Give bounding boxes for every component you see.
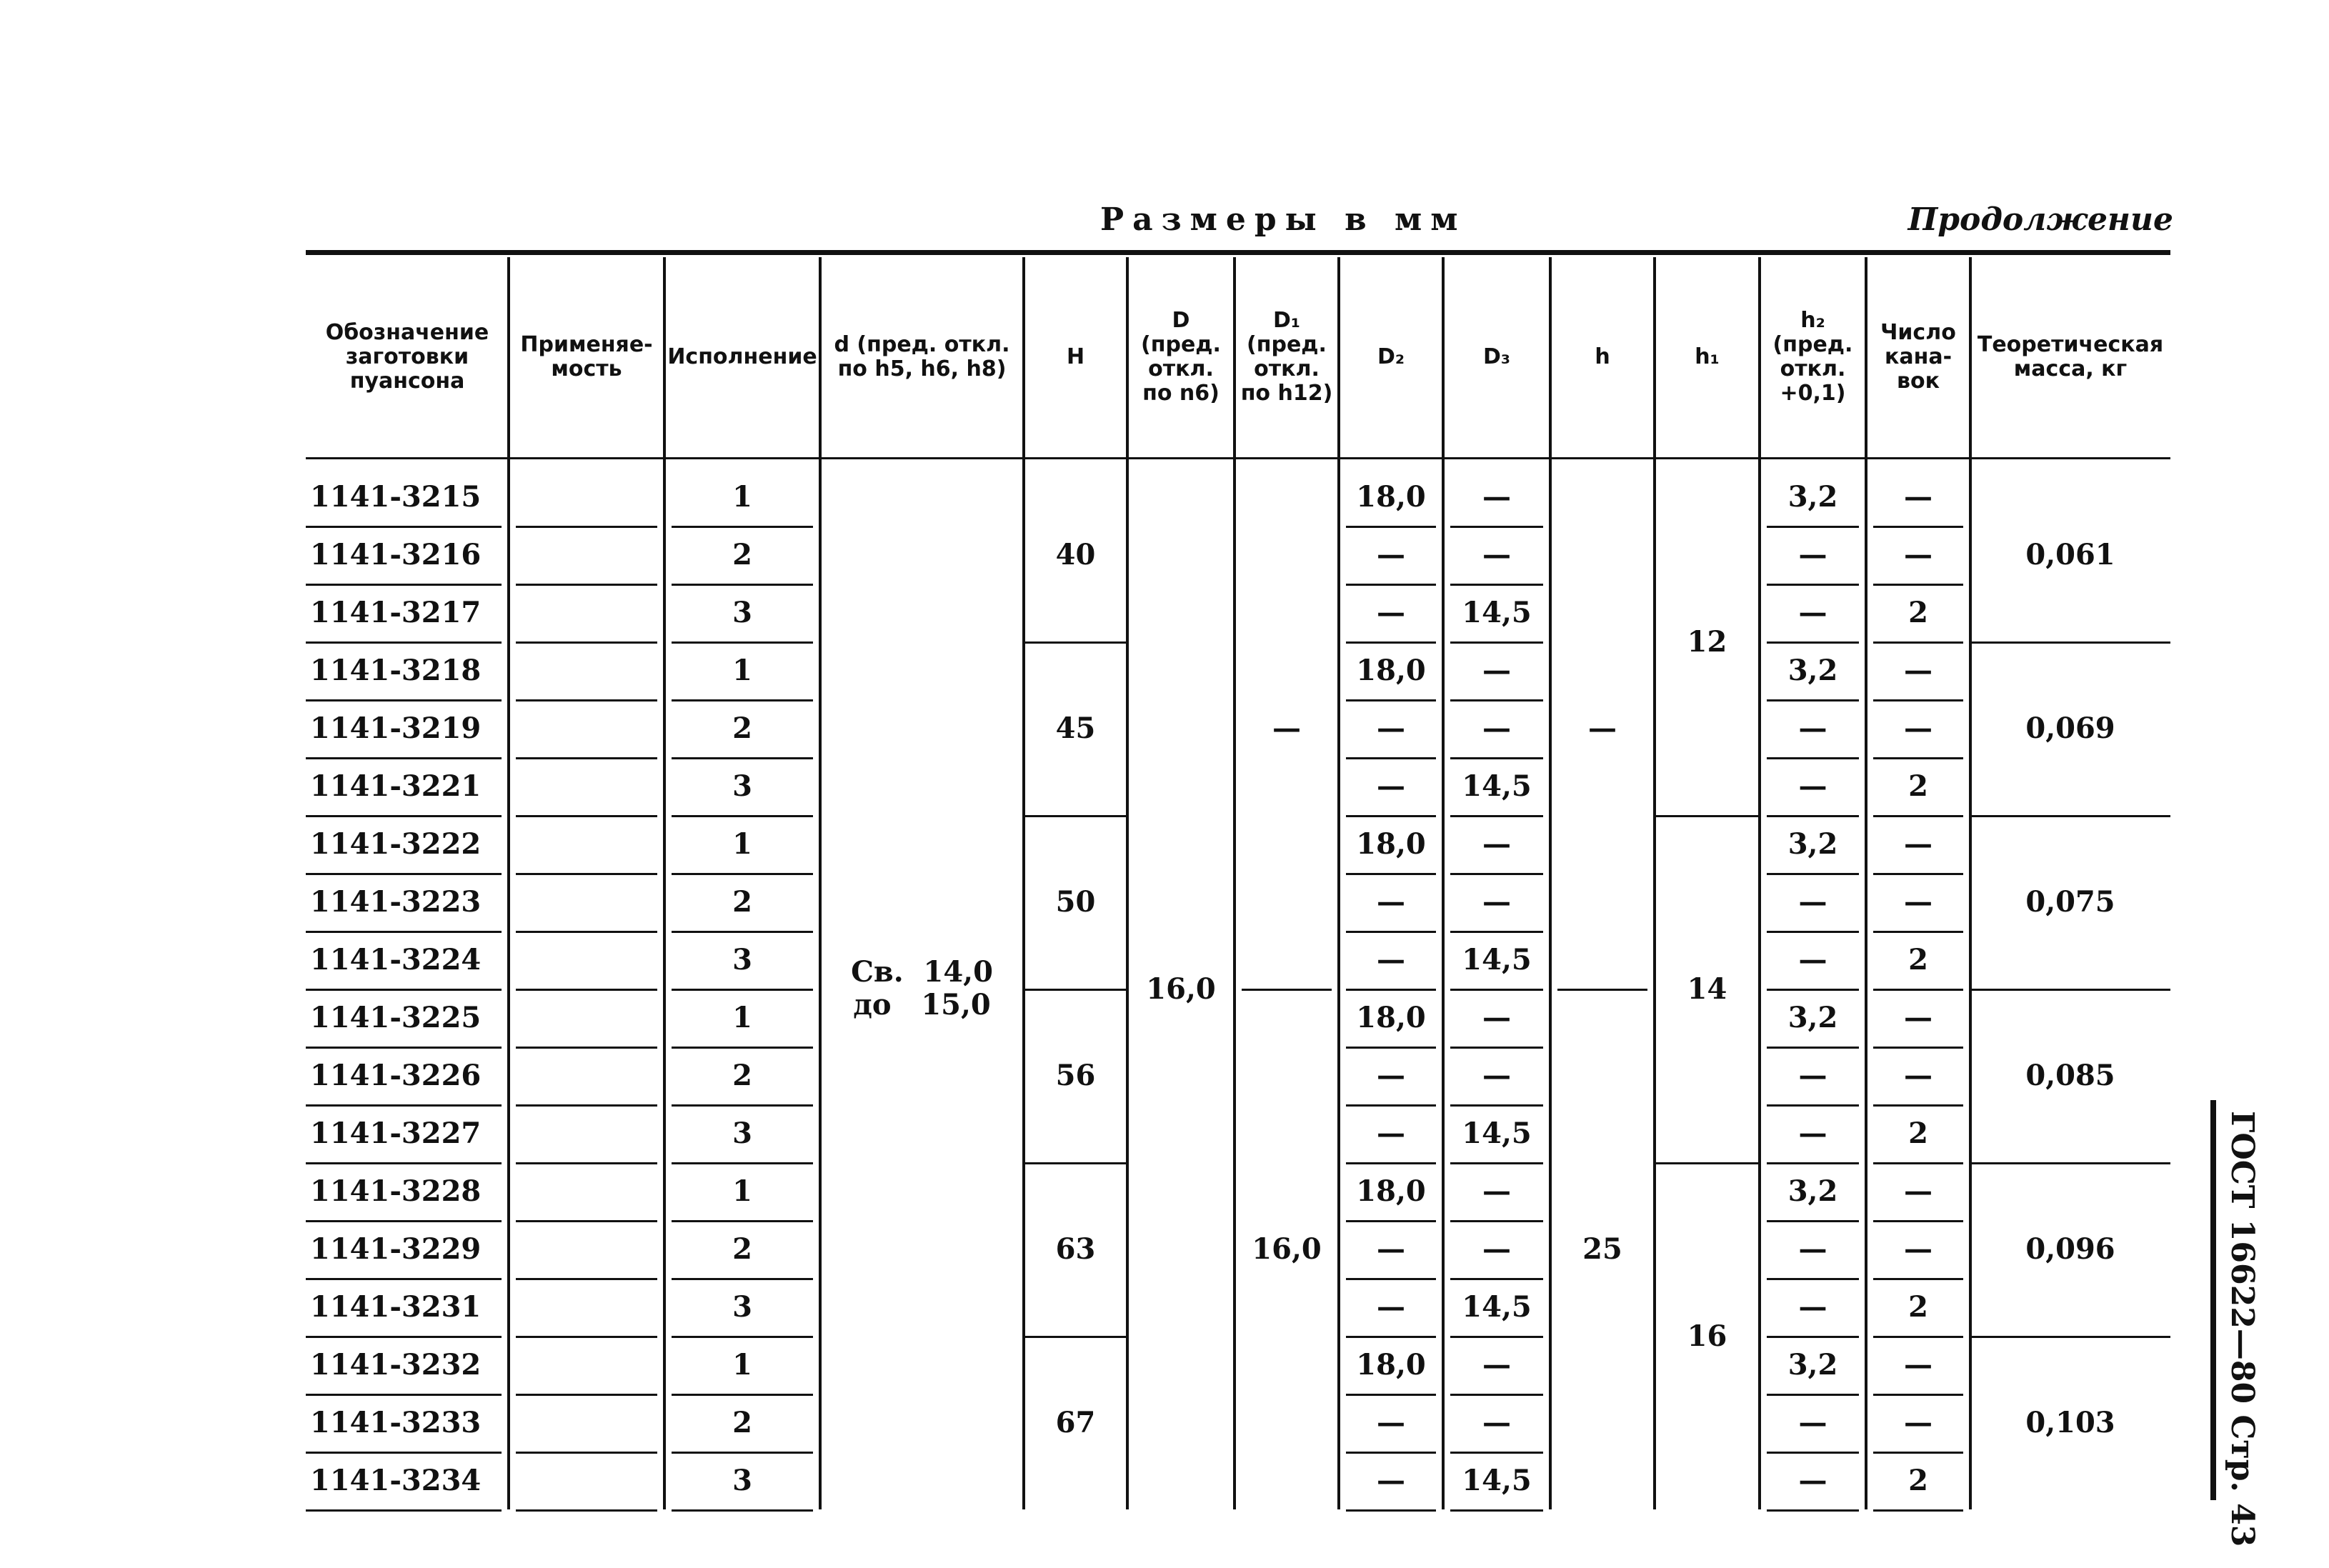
H-cell: 63 bbox=[1055, 1232, 1096, 1266]
part-code: 1141-3228 bbox=[310, 1174, 482, 1208]
h2-cell: 3,2 bbox=[1787, 1001, 1838, 1034]
version-cell: 1 bbox=[732, 480, 752, 514]
h2-cell: — bbox=[1798, 943, 1827, 977]
row-rule bbox=[516, 989, 657, 991]
d2-cell: — bbox=[1377, 1464, 1405, 1497]
H-cell: 45 bbox=[1055, 711, 1096, 745]
d-range-line: Св. 14,0 bbox=[851, 955, 993, 989]
header-H: H bbox=[1066, 344, 1085, 369]
part-code: 1141-3216 bbox=[310, 538, 482, 571]
header-code: Обозначение заготовки пуансона bbox=[325, 320, 489, 394]
d-range-line: до 15,0 bbox=[853, 988, 991, 1022]
grooves-cell: — bbox=[1904, 1348, 1932, 1382]
row-rule bbox=[516, 1162, 657, 1164]
h2-cell: 3,2 bbox=[1787, 1348, 1838, 1382]
h2-cell: 3,2 bbox=[1787, 1174, 1838, 1208]
h2-cell: — bbox=[1798, 538, 1827, 571]
row-rule bbox=[516, 757, 657, 759]
h2-cell: — bbox=[1798, 1059, 1827, 1092]
version-cell: 1 bbox=[732, 827, 752, 861]
h2-cell: — bbox=[1798, 1290, 1827, 1324]
grooves-cell: 2 bbox=[1908, 1117, 1928, 1150]
d3-cell: — bbox=[1482, 1174, 1511, 1208]
header-applicability: Применяемость bbox=[520, 332, 653, 381]
part-code: 1141-3219 bbox=[310, 711, 482, 745]
version-cell: 1 bbox=[732, 1348, 752, 1382]
h2-cell: 3,2 bbox=[1787, 827, 1838, 861]
cell-rule bbox=[1450, 1509, 1543, 1512]
standard-page-label: ГОСТ 16622—80 Стр. 43 bbox=[2224, 1111, 2260, 1547]
grooves-cell: 2 bbox=[1908, 1464, 1928, 1497]
d3-cell: — bbox=[1482, 885, 1511, 919]
version-cell: 2 bbox=[732, 538, 752, 571]
part-code: 1141-3233 bbox=[310, 1406, 482, 1439]
version-cell: 3 bbox=[732, 1290, 752, 1324]
mass-cell: 0,075 bbox=[2025, 885, 2115, 919]
h2-cell: — bbox=[1798, 1406, 1827, 1439]
part-code: 1141-3218 bbox=[310, 654, 482, 687]
row-rule bbox=[516, 641, 657, 644]
d2-cell: — bbox=[1377, 711, 1405, 745]
D1-cell: — bbox=[1272, 711, 1301, 745]
version-cell: 3 bbox=[732, 769, 752, 803]
d3-cell: — bbox=[1482, 480, 1511, 514]
row-rule bbox=[516, 1394, 657, 1396]
d3-cell: 14,5 bbox=[1462, 943, 1532, 977]
mass-cell: 0,085 bbox=[2025, 1059, 2115, 1092]
grooves-cell: — bbox=[1904, 654, 1932, 687]
version-cell: 3 bbox=[732, 596, 752, 629]
row-rule bbox=[516, 815, 657, 817]
d2-cell: — bbox=[1377, 538, 1405, 571]
H-cell: 50 bbox=[1055, 885, 1096, 919]
d3-cell: 14,5 bbox=[1462, 596, 1532, 629]
grooves-cell: — bbox=[1904, 827, 1932, 861]
row-rule bbox=[516, 873, 657, 875]
h2-cell: — bbox=[1798, 769, 1827, 803]
grooves-cell: — bbox=[1904, 885, 1932, 919]
h1-cell: 14 bbox=[1687, 972, 1727, 1006]
part-code: 1141-3225 bbox=[310, 1001, 482, 1034]
d2-cell: 18,0 bbox=[1356, 654, 1426, 687]
D1-cell: 16,0 bbox=[1252, 1232, 1322, 1266]
d2-cell: 18,0 bbox=[1356, 827, 1426, 861]
d2-cell: 18,0 bbox=[1356, 1001, 1426, 1034]
row-rule bbox=[516, 1278, 657, 1280]
part-code: 1141-3224 bbox=[310, 943, 482, 977]
h2-cell: — bbox=[1798, 1464, 1827, 1497]
part-code: 1141-3217 bbox=[310, 596, 482, 629]
side-rule bbox=[2210, 1100, 2216, 1500]
part-code: 1141-3234 bbox=[310, 1464, 482, 1497]
h2-cell: — bbox=[1798, 1117, 1827, 1150]
h2-cell: 3,2 bbox=[1787, 654, 1838, 687]
d-range-cell bbox=[820, 468, 1024, 1509]
mass-cell: 0,103 bbox=[2025, 1406, 2115, 1439]
grooves-cell: — bbox=[1904, 1232, 1932, 1266]
h2-cell: — bbox=[1798, 1232, 1827, 1266]
H-cell: 40 bbox=[1055, 538, 1096, 571]
d3-cell: — bbox=[1482, 827, 1511, 861]
grooves-cell: 2 bbox=[1908, 943, 1928, 977]
row-rule bbox=[516, 931, 657, 933]
part-code: 1141-3226 bbox=[310, 1059, 482, 1092]
d3-cell: — bbox=[1482, 1348, 1511, 1382]
d3-cell: — bbox=[1482, 1001, 1511, 1034]
h-cell: 25 bbox=[1582, 1232, 1622, 1266]
d2-cell: — bbox=[1377, 1059, 1405, 1092]
grooves-cell: — bbox=[1904, 1174, 1932, 1208]
d3-cell: — bbox=[1482, 1232, 1511, 1266]
header-grooves: Число канавок bbox=[1880, 320, 1956, 394]
row-rule bbox=[516, 1104, 657, 1107]
d3-cell: — bbox=[1482, 1059, 1511, 1092]
part-code: 1141-3223 bbox=[310, 885, 482, 919]
d2-cell: — bbox=[1377, 769, 1405, 803]
grooves-cell: 2 bbox=[1908, 1290, 1928, 1324]
version-cell: 2 bbox=[732, 885, 752, 919]
cell-rule bbox=[1767, 1509, 1859, 1512]
version-cell: 2 bbox=[732, 1059, 752, 1092]
d2-cell: — bbox=[1377, 1290, 1405, 1324]
d3-cell: — bbox=[1482, 654, 1511, 687]
version-cell: 3 bbox=[732, 1117, 752, 1150]
d3-cell: 14,5 bbox=[1462, 1117, 1532, 1150]
header-D2: D₂ bbox=[1377, 344, 1405, 369]
row-rule bbox=[516, 1509, 657, 1512]
mass-cell: 0,069 bbox=[2025, 711, 2115, 745]
d3-cell: — bbox=[1482, 1406, 1511, 1439]
h1-cell: 12 bbox=[1687, 624, 1727, 659]
d2-cell: — bbox=[1377, 596, 1405, 629]
d3-cell: 14,5 bbox=[1462, 769, 1532, 803]
d2-cell: 18,0 bbox=[1356, 480, 1426, 514]
part-code: 1141-3229 bbox=[310, 1232, 482, 1266]
header-D1: D₁ (пред. откл. по h12) bbox=[1240, 308, 1333, 406]
header-bottom-rule bbox=[306, 457, 2170, 459]
row-rule bbox=[516, 1047, 657, 1049]
row-rule bbox=[516, 1452, 657, 1454]
table-top-rule bbox=[306, 250, 2170, 255]
header-h: h bbox=[1595, 344, 1610, 369]
d2-cell: — bbox=[1377, 885, 1405, 919]
version-cell: 3 bbox=[732, 943, 752, 977]
d2-cell: — bbox=[1377, 1117, 1405, 1150]
h2-cell: 3,2 bbox=[1787, 480, 1838, 514]
header-D3: D₃ bbox=[1482, 344, 1511, 369]
row-rule bbox=[516, 699, 657, 701]
H-cell: 56 bbox=[1055, 1059, 1096, 1092]
grooves-cell: — bbox=[1904, 711, 1932, 745]
version-cell: 2 bbox=[732, 1406, 752, 1439]
version-cell: 1 bbox=[732, 1174, 752, 1208]
grooves-cell: — bbox=[1904, 1001, 1932, 1034]
part-code: 1141-3221 bbox=[310, 769, 482, 803]
version-cell: 1 bbox=[732, 654, 752, 687]
d3-cell: — bbox=[1482, 538, 1511, 571]
d2-cell: — bbox=[1377, 1232, 1405, 1266]
version-cell: 3 bbox=[732, 1464, 752, 1497]
grooves-cell: 2 bbox=[1908, 769, 1928, 803]
version-cell: 1 bbox=[732, 1001, 752, 1034]
d3-cell: — bbox=[1482, 711, 1511, 745]
d2-cell: — bbox=[1377, 943, 1405, 977]
D-cell: 16,0 bbox=[1146, 972, 1216, 1006]
row-rule bbox=[306, 1509, 502, 1512]
part-code: 1141-3231 bbox=[310, 1290, 482, 1324]
version-cell: 2 bbox=[732, 1232, 752, 1266]
caption: Размеры в мм bbox=[1100, 201, 1467, 238]
mass-cell: 0,096 bbox=[2025, 1232, 2115, 1266]
part-code: 1141-3222 bbox=[310, 827, 482, 861]
version-cell: 2 bbox=[732, 711, 752, 745]
h2-cell: — bbox=[1798, 596, 1827, 629]
h2-cell: — bbox=[1798, 885, 1827, 919]
part-code: 1141-3227 bbox=[310, 1117, 482, 1150]
header-h2: h₂ (пред. откл. +0,1) bbox=[1772, 308, 1853, 406]
d2-cell: 18,0 bbox=[1356, 1348, 1426, 1382]
h-cell: — bbox=[1588, 711, 1617, 745]
part-code: 1141-3215 bbox=[310, 480, 482, 514]
row-rule bbox=[516, 1220, 657, 1222]
header-d: d (пред. откл. по h5, h6, h8) bbox=[834, 332, 1010, 381]
H-cell: 67 bbox=[1055, 1406, 1096, 1439]
cell-rule bbox=[1346, 1509, 1436, 1512]
grooves-cell: — bbox=[1904, 1406, 1932, 1439]
row-rule bbox=[672, 1509, 813, 1512]
grooves-cell: — bbox=[1904, 480, 1932, 514]
header-version: Исполнение bbox=[667, 344, 817, 369]
cell-rule bbox=[1873, 1509, 1963, 1512]
h2-cell: — bbox=[1798, 711, 1827, 745]
d2-cell: — bbox=[1377, 1406, 1405, 1439]
continuation-label: Продолжение bbox=[1907, 201, 2173, 238]
header-h1: h₁ bbox=[1695, 344, 1720, 369]
grooves-cell: — bbox=[1904, 1059, 1932, 1092]
mass-cell: 0,061 bbox=[2025, 538, 2115, 571]
h1-cell: 16 bbox=[1687, 1319, 1727, 1353]
d3-cell: 14,5 bbox=[1462, 1290, 1532, 1324]
header-mass: Теоретическая масса, кг bbox=[1977, 332, 2164, 381]
header-D: D (пред. откл. по n6) bbox=[1141, 308, 1221, 406]
grooves-cell: 2 bbox=[1908, 596, 1928, 629]
d2-cell: 18,0 bbox=[1356, 1174, 1426, 1208]
grooves-cell: — bbox=[1904, 538, 1932, 571]
row-rule bbox=[516, 584, 657, 586]
row-rule bbox=[516, 526, 657, 528]
d3-cell: 14,5 bbox=[1462, 1464, 1532, 1497]
dimensions-table bbox=[306, 250, 2170, 1500]
part-code: 1141-3232 bbox=[310, 1348, 482, 1382]
row-rule bbox=[516, 1336, 657, 1338]
